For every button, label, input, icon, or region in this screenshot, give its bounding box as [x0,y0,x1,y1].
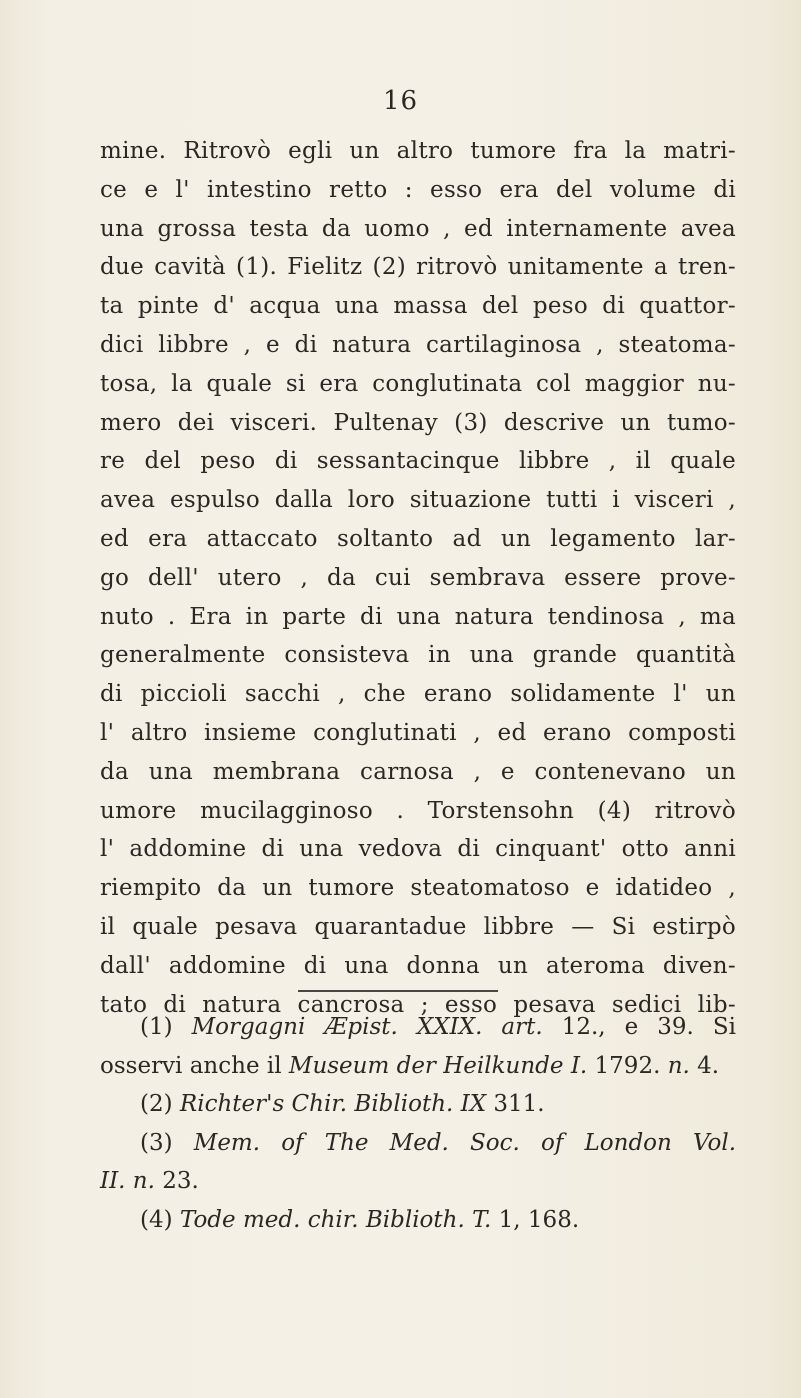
footnote-ref: 12., e 39. Si [542,1014,736,1040]
footnote-mark: (3) [140,1129,173,1156]
footnote-ref: 4. [689,1052,720,1079]
body-line: ta pinte d' acqua una massa del peso di quattor- [100,293,736,320]
body-line: l' altro insieme conglutinati , ed erano composti [100,719,736,746]
body-line: tosa, la quale si era conglutinata col maggior nu- [100,370,736,397]
body-line: una grossa testa da uomo , ed internamente avea [100,215,736,242]
page-number: 16 [382,86,419,116]
footnote-work: II. n. [100,1168,155,1194]
body-line: ce e l' intestino retto : esso era del volume di [100,176,736,203]
footnote-3-cont [100,1162,736,1201]
footnote-ref: 311. [486,1091,545,1117]
body-line: ed era attaccato soltanto ad un legamento lar- [100,525,736,552]
footnote-mark: (1) [140,1014,173,1040]
footnote-4 [100,1201,736,1240]
footnote-1-cont [100,1047,736,1086]
body-line: l' addomine di una vedova di cinquant' otto anni [100,836,736,863]
body-line: mine. Ritrovò egli un altro tumore fra la matri- [100,138,736,164]
body-line: due cavità (1). Fielitz (2) ritrovò unitamente a tren- [100,254,736,281]
body-line: il quale pesava quarantadue libbre — Si estirpò [100,913,736,940]
body-line: di piccioli sacchi , che erano solidamente l' un [100,681,736,708]
footnote-work: Tode med. chir. Biblioth. T. [179,1206,492,1233]
body-line: dici libbre , e di natura cartilaginosa , steatoma- [100,331,736,358]
body-line: mero dei visceri. Pultenay (3) descrive un tumo- [100,409,736,436]
footnote-mark: (4) [140,1206,173,1233]
footnote-number-abbrev: n. [667,1052,690,1079]
footnote-ref: 1792. [587,1052,668,1079]
footnote-ref: 23. [154,1168,199,1194]
footnote-work: Æpist. XXIX. art. [324,1014,543,1040]
body-line: go dell' utero , da cui sembrava essere prove- [100,564,736,591]
body-line: dall' addomine di una donna un ateroma diven- [100,952,736,979]
body-line: generalmente consisteva in una grande quantità [100,642,736,669]
footnote-author: Morgagni [191,1014,306,1040]
body-line: umore mucilagginoso . Torstensohn (4) ritrovò [100,797,736,824]
footnote-divider [298,990,498,992]
body-line: da una membrana carnosa , e contenevano un [100,758,736,785]
body-line: nuto . Era in parte di una natura tendinosa , ma [100,603,736,630]
body-line: tato di natura cancrosa ; esso pesava sedici lib- [100,991,736,1018]
footnote-2 [100,1085,736,1124]
body-line: avea espulso dalla loro situazione tutti i visceri , [100,487,736,514]
body-line: riempito da un tumore steatomatoso e idatideo , [100,875,736,902]
footnote-1 [100,1008,736,1047]
footnotes [100,1008,736,1239]
footnote-mark: (2) [140,1091,173,1117]
footnote-work: Museum der Heilkunde I. [288,1052,588,1079]
footnote-work: Mem. of The Med. Soc. of London Vol. [193,1129,737,1156]
footnote-work: Richter's Chir. Biblioth. IX [179,1091,487,1117]
footnote-ref: 1, 168. [491,1206,580,1233]
footnote-text: osservi anche il [100,1052,289,1079]
body-line: re del peso di sessantacinque libbre , il quale [100,448,736,475]
footnote-3 [100,1124,736,1163]
body-text [100,132,736,1024]
